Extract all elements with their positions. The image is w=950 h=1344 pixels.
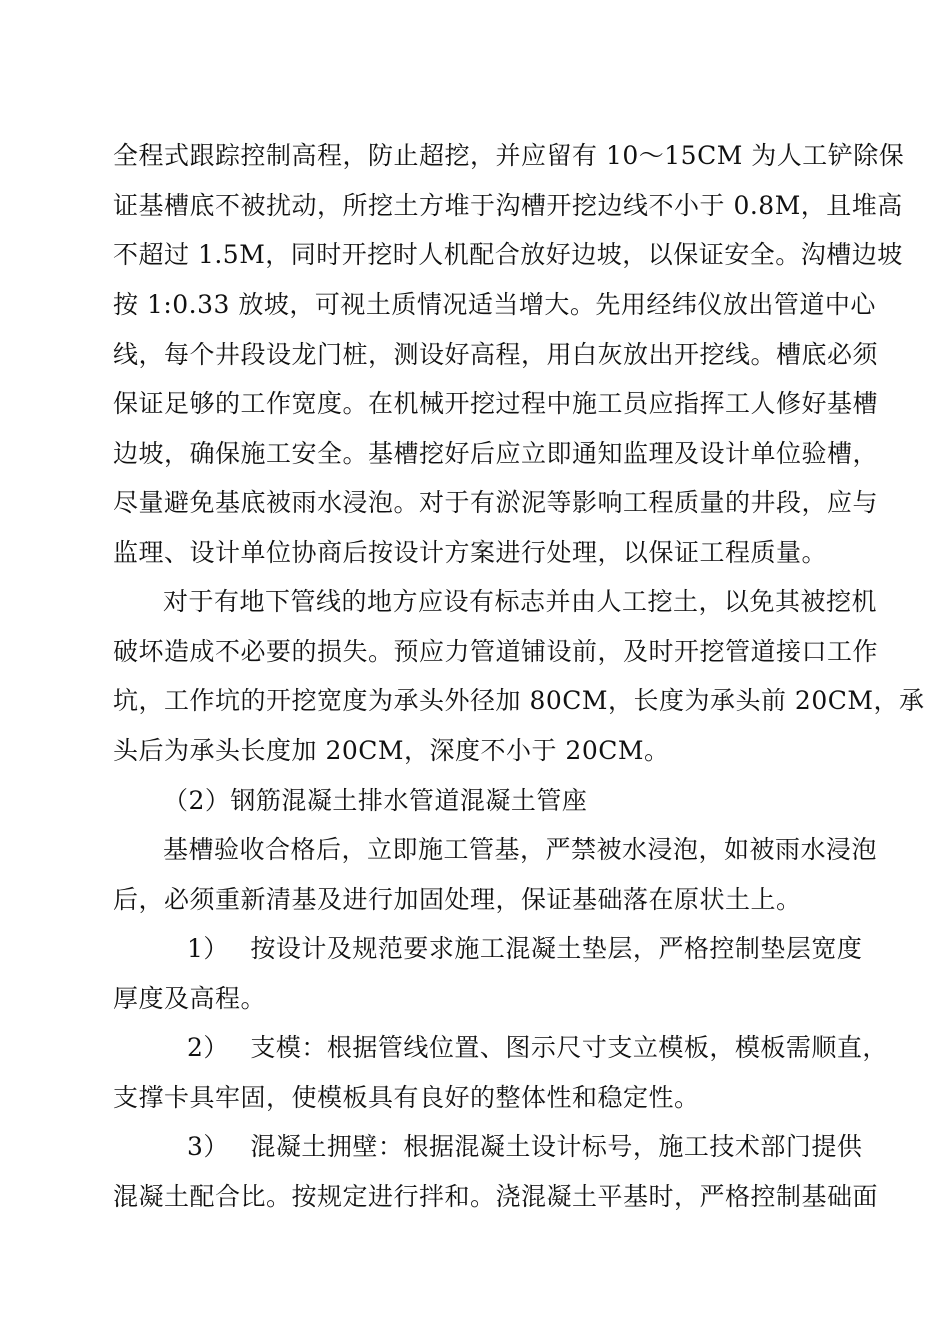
text-line: 全程式跟踪控制高程，防止超挖，并应留有 10～15CM 为人工铲除保 [113, 141, 905, 170]
text-line: 线，每个井段设龙门桩，测设好高程，用白灰放出开挖线。槽底必须 [113, 340, 879, 369]
text-line: 基槽验收合格后，立即施工管基，严禁被水浸泡，如被雨水浸泡 [163, 835, 878, 864]
text-line: 监理、设计单位协商后按设计方案进行处理，以保证工程质量。 [113, 538, 828, 567]
text-line: 后，必须重新清基及进行加固处理，保证基础落在原状土上。 [113, 885, 802, 914]
text-line: 对于有地下管线的地方应设有标志并由人工挖土，以免其被挖机 [163, 587, 878, 616]
text-line: 混凝土配合比。按规定进行拌和。浇混凝土平基时，严格控制基础面 [113, 1182, 879, 1211]
text-line: 头后为承头长度加 20CM，深度不小于 20CM。 [113, 736, 670, 765]
text-line: 厚度及高程。 [113, 984, 267, 1013]
text-line: 破坏造成不必要的损失。预应力管道铺设前，及时开挖管道接口工作 [113, 637, 879, 666]
text-line: 尽量避免基底被雨水浸泡。对于有淤泥等影响工程质量的井段，应与 [113, 488, 879, 517]
text-line: 支撑卡具牢固，使模板具有良好的整体性和稳定性。 [113, 1083, 700, 1112]
text-line: 不超过 1.5M，同时开挖时人机配合放好边坡，以保证安全。沟槽边坡 [113, 240, 903, 269]
section-heading: （2）钢筋混凝土排水管道混凝土管座 [163, 786, 588, 815]
list-item-1: 1） 按设计及规范要求施工混凝土垫层，严格控制垫层宽度 [187, 934, 863, 963]
text-line: 边坡，确保施工安全。基槽挖好后应立即通知监理及设计单位验槽， [113, 439, 879, 468]
text-line: 坑，工作坑的开挖宽度为承头外径加 80CM，长度为承头前 20CM，承 [113, 686, 925, 715]
text-line: 按 1:0.33 放坡，可视土质情况适当增大。先用经纬仪放出管道中心 [113, 290, 876, 319]
text-line: 保证足够的工作宽度。在机械开挖过程中施工员应指挥工人修好基槽 [113, 389, 879, 418]
list-item-3: 3） 混凝土拥壁：根据混凝土设计标号，施工技术部门提供 [187, 1132, 863, 1161]
text-line: 证基槽底不被扰动，所挖土方堆于沟槽开挖边线不小于 0.8M，且堆高 [113, 191, 903, 220]
list-item-2: 2） 支模：根据管线位置、图示尺寸支立模板，模板需顺直， [187, 1033, 888, 1062]
